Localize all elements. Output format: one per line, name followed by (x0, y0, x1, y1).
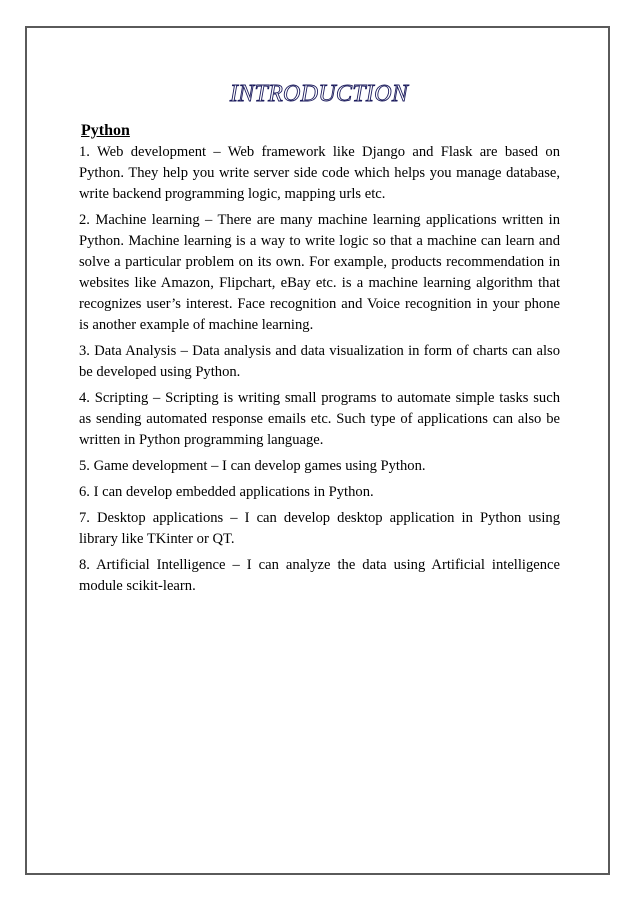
paragraph-artificial-intelligence: 8. Artificial Intelligence – I can analyze the data using Artificial intelligence module scikit-learn. (79, 557, 560, 594)
paragraph-web-development: 1. Web development – Web framework like Django and Flask are based on Python. They help you write server side code which helps you manage database, write backend programming logic, mapping urls etc. (79, 144, 560, 202)
paragraph-game-development: 5. Game development – I can develop games using Python. (79, 458, 426, 474)
document-body (79, 142, 560, 602)
paragraph-data-analysis: 3. Data Analysis – Data analysis and data visualization in form of charts can also be developed using Python. (79, 343, 560, 380)
paragraph-desktop-applications: 7. Desktop applications – I can develop desktop application in Python using library like TKinter or QT. (79, 510, 560, 547)
paragraph-scripting: 4. Scripting – Scripting is writing small programs to automate simple tasks such as sending automated response emails etc. Such type of applications can also be written in Python programming language. (79, 390, 560, 448)
section-title: Python (81, 122, 130, 139)
page-heading: INTRODUCTION (229, 81, 409, 107)
paragraph-machine-learning: 2. Machine learning – There are many machine learning applications written in Python. Machine learning is a way to write logic so that a machine can learn and solve a particular problem on its own. For example, products recommendation in websites like Amazon, Flipchart, eBay etc. is a machine learning algorithm that recognizes user’s interest. Face recognition and Voice recognition in your phone is another example of machine learning. (79, 212, 560, 333)
paragraph-embedded-applications: 6. I can develop embedded applications in Python. (79, 484, 374, 500)
